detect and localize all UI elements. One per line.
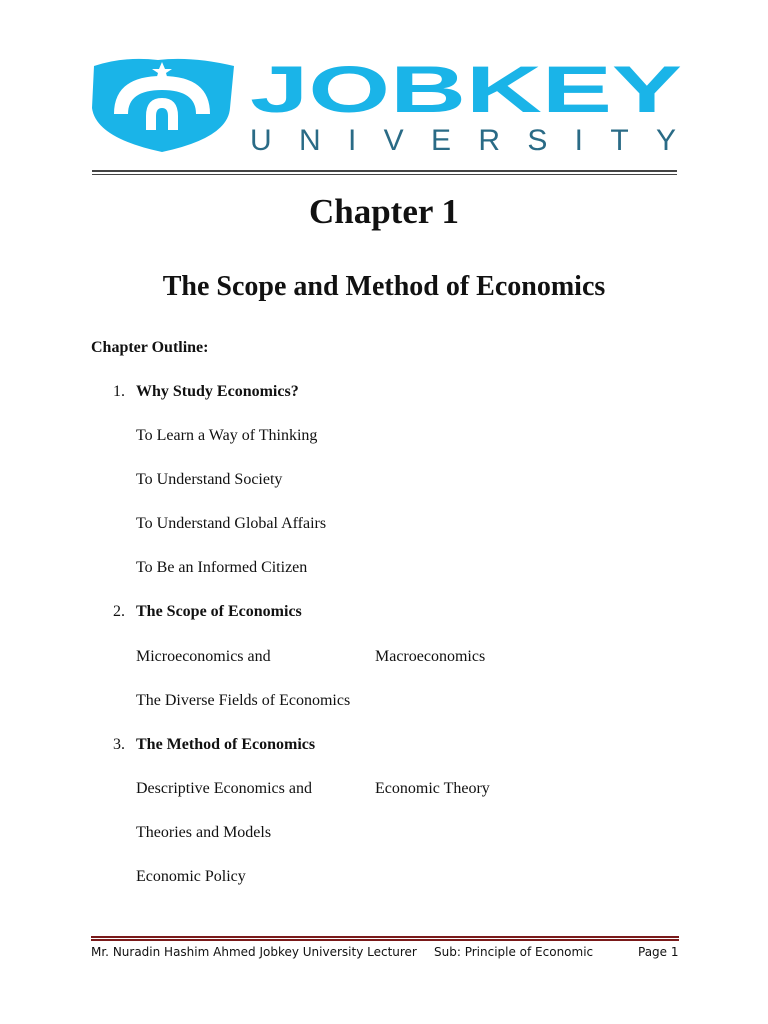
outline-item: To Be an Informed Citizen (136, 559, 308, 576)
outline-item: Theories and Models (136, 824, 272, 841)
outline-item: Descriptive Economics and (136, 780, 312, 797)
outline-heading: The Method of Economics (136, 736, 316, 753)
footer-author: Mr. Nuradin Hashim Ahmed Jobkey University Lecturer (91, 945, 417, 959)
chapter-title: Chapter 1 (308, 192, 460, 231)
footer-subject: Sub: Principle of Economic (434, 945, 594, 959)
outline-item: To Understand Society (136, 471, 283, 488)
chapter-outline-label: Chapter Outline: (91, 339, 209, 356)
outline-item: To Understand Global Affairs (136, 515, 327, 532)
outline-item: The Diverse Fields of Economics (136, 692, 351, 709)
footer-divider (91, 936, 679, 941)
chapter-subtitle: The Scope and Method of Economics (162, 271, 606, 302)
outline-item: To Learn a Way of Thinking (136, 427, 318, 444)
outline-item-paired: Macroeconomics (375, 648, 486, 665)
outline-heading: The Scope of Economics (136, 603, 302, 620)
header-divider (92, 170, 677, 175)
university-logo (88, 54, 688, 154)
outline-item: Economic Policy (136, 868, 246, 885)
outline-number: 2. (113, 603, 125, 620)
outline-heading: Why Study Economics? (136, 383, 299, 400)
footer-page-number: Page 1 (638, 945, 679, 959)
university-emblem-icon (92, 59, 234, 152)
outline-number: 1. (113, 383, 125, 400)
outline-number: 3. (113, 736, 125, 753)
outline-item-paired: Economic Theory (375, 780, 490, 797)
outline-item: Microeconomics and (136, 648, 271, 665)
logo-subtitle: UNIVERSITY (250, 124, 676, 154)
logo-wordmark: JOBKEY (250, 54, 682, 126)
